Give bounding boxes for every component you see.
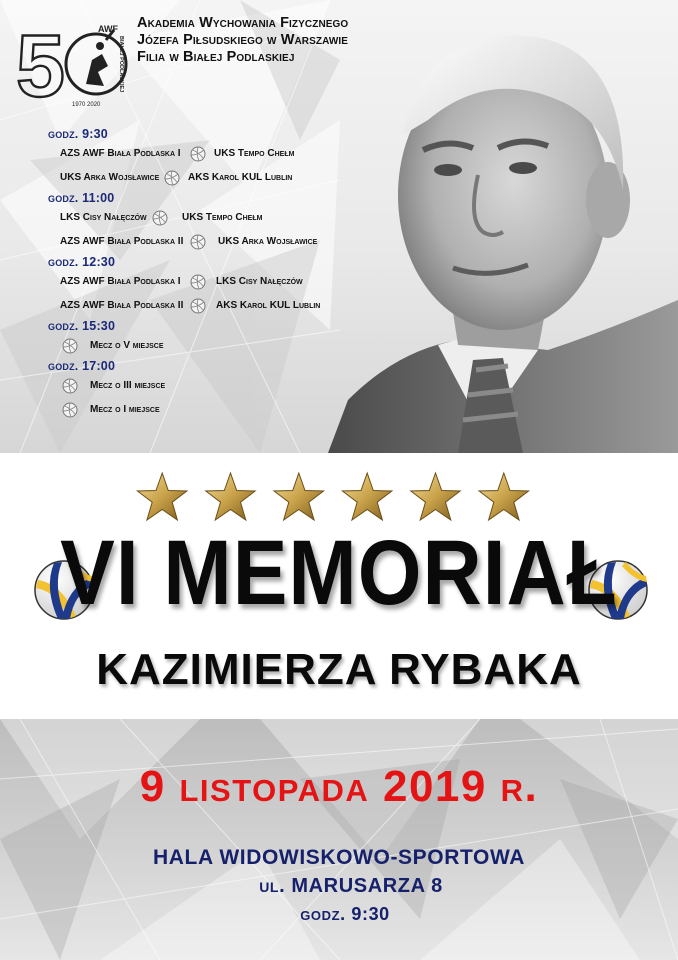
match-row xyxy=(48,206,348,230)
event-title: VI MEMORIAŁ xyxy=(60,522,618,625)
academy-line-2: Józefa Piłsudskiego w Warszawie xyxy=(137,32,349,48)
star-icon xyxy=(479,473,528,520)
star-icon xyxy=(274,473,324,520)
awf-50-logo xyxy=(14,14,132,110)
title-band xyxy=(0,453,678,719)
slot-time: godz. 17:00 xyxy=(48,359,116,373)
match-away-team: UKS Tempo Chełm xyxy=(182,212,263,223)
match-row xyxy=(48,334,348,358)
event-time: godz. 9:30 xyxy=(300,904,390,924)
match-home-team: LKS Cisy Nałęczów xyxy=(60,212,147,223)
event-subtitle: KAZIMIERZA RYBAKA xyxy=(96,645,582,694)
event-details-section xyxy=(0,719,678,960)
volleyball-icon xyxy=(62,338,78,354)
match-away-team: UKS Arka Wojsławice xyxy=(218,236,318,247)
event-address: ul. MARUSARZA 8 xyxy=(259,875,443,897)
match-away-team: AKS Karol KUL Lublin xyxy=(188,172,293,183)
placement-match: Mecz o I miejsce xyxy=(90,404,160,415)
schedule-slot-2 xyxy=(48,190,348,254)
volleyball-icon xyxy=(190,298,206,314)
stars-row xyxy=(128,471,538,527)
volleyball-icon xyxy=(190,146,206,162)
match-row xyxy=(48,166,348,190)
academy-header xyxy=(137,15,348,66)
star-icon xyxy=(137,473,187,520)
match-away-team: LKS Cisy Nałęczów xyxy=(216,276,303,287)
match-home-team: AZS AWF Biała Podlaska II xyxy=(60,300,184,311)
star-icon xyxy=(411,473,460,520)
match-row xyxy=(48,294,348,318)
logo-brand: AWF xyxy=(98,24,118,34)
academy-line-3: Filia w Białej Podlaskiej xyxy=(137,49,295,65)
match-row xyxy=(48,142,348,166)
match-home-team: AZS AWF Biała Podlaska I xyxy=(60,148,181,159)
match-row xyxy=(48,398,348,422)
top-section xyxy=(0,0,678,453)
match-schedule xyxy=(48,126,348,422)
placement-match: Mecz o V miejsce xyxy=(90,340,164,351)
slot-time: godz. 9:30 xyxy=(48,127,108,141)
svg-text:5: 5 xyxy=(16,16,65,110)
match-home-team: UKS Arka Wojsławice xyxy=(60,172,160,183)
logo-years: 1970 2020 xyxy=(72,102,101,108)
volleyball-icon xyxy=(62,402,78,418)
portrait-photo xyxy=(308,0,678,453)
match-row xyxy=(48,374,348,398)
schedule-slot-1 xyxy=(48,126,348,190)
event-date: 9 listopada 2019 r. xyxy=(139,762,539,811)
schedule-slot-3 xyxy=(48,254,348,318)
match-away-team: UKS Tempo Chełm xyxy=(214,148,295,159)
match-row xyxy=(48,230,348,254)
placement-match: Mecz o III miejsce xyxy=(90,380,166,391)
slot-time: godz. 12:30 xyxy=(48,255,116,269)
volleyball-icon xyxy=(190,274,206,290)
volleyball-icon xyxy=(164,170,180,186)
schedule-slot-5 xyxy=(48,358,348,422)
schedule-slot-4 xyxy=(48,318,348,358)
slot-time: godz. 11:00 xyxy=(48,191,115,205)
match-away-team: AKS Karol KUL Lublin xyxy=(216,300,321,311)
volleyball-icon xyxy=(62,378,78,394)
academy-line-1: Akademia Wychowania Fizycznego xyxy=(137,15,349,31)
volleyball-icon xyxy=(190,234,206,250)
logo-ring-text: BIAŁEJ PODLASKIEJ xyxy=(118,36,124,93)
event-venue: HALA WIDOWISKOWO-SPORTOWA xyxy=(153,846,525,869)
star-icon xyxy=(342,473,392,520)
volleyball-icon xyxy=(152,210,168,226)
slot-time: godz. 15:30 xyxy=(48,319,116,333)
star-icon xyxy=(206,473,255,520)
match-home-team: AZS AWF Biała Podlaska I xyxy=(60,276,181,287)
match-row xyxy=(48,270,348,294)
match-home-team: AZS AWF Biała Podlaska II xyxy=(60,236,184,247)
